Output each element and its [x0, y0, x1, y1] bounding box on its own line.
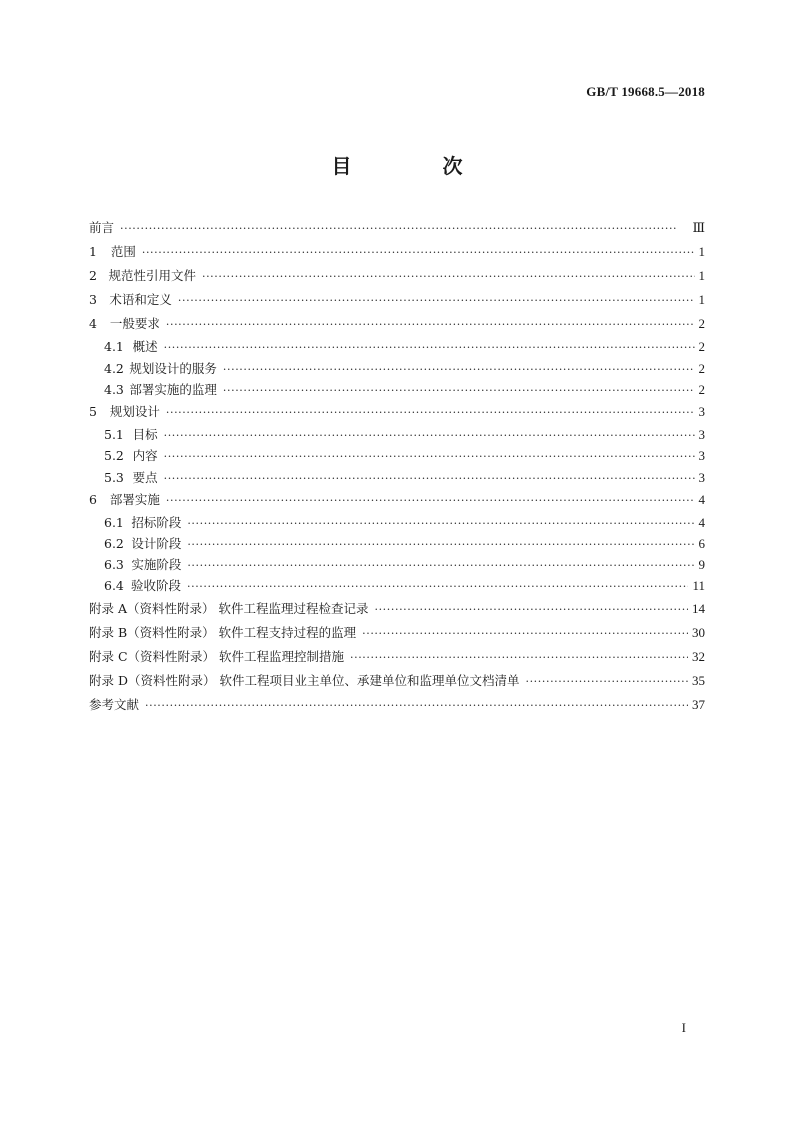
toc-entry-label: 规划设计	[109, 404, 160, 420]
toc-entry-page: 37	[692, 696, 705, 712]
toc-entry-label: 规范性引用文件	[108, 268, 196, 284]
toc-entry-page: Ⅲ	[692, 220, 705, 235]
toc-entry-number: 4.3	[104, 381, 124, 397]
toc-entry-number: 4.2	[104, 360, 124, 376]
toc-leader-dots	[223, 359, 695, 380]
toc-entry-label: 概述	[132, 339, 158, 355]
toc-entry-number: 3	[89, 292, 97, 308]
toc-leader-dots	[164, 468, 695, 489]
toc-entry-number: 5.3	[104, 469, 124, 485]
toc-entry[interactable]	[89, 645, 705, 669]
toc-entry-page: 30	[692, 624, 705, 640]
toc-entry-label: 附录 B（资料性附录） 软件工程支持过程的监理	[89, 624, 357, 640]
toc-entry-label: 术语和定义	[109, 292, 172, 308]
toc-entry-page: 4	[698, 514, 705, 530]
toc-entry-page: 2	[698, 316, 705, 332]
toc-entry-label: 目标	[132, 427, 158, 443]
toc-entry[interactable]	[89, 488, 705, 512]
toc-leader-dots	[166, 313, 695, 337]
toc-entry[interactable]	[89, 597, 705, 621]
toc-entry-label: 参考文献	[89, 696, 140, 712]
toc-entry[interactable]	[89, 512, 705, 533]
toc-entry-label: 实施阶段	[131, 557, 182, 573]
toc-entry-label: 要点	[132, 469, 158, 485]
toc-entry[interactable]	[89, 693, 705, 717]
toc-entry[interactable]	[89, 264, 705, 288]
toc-entry-page: 1	[698, 244, 705, 260]
toc-entry-label: 部署实施的监理	[129, 381, 217, 397]
toc-entry-label: 附录 A（资料性附录） 软件工程监理过程检查记录	[89, 600, 369, 616]
toc-entry-number: 4	[89, 316, 97, 332]
toc-entry[interactable]	[89, 312, 705, 336]
toc-entry[interactable]	[89, 554, 705, 575]
toc-entry-label: 一般要求	[109, 316, 160, 332]
toc-leader-dots	[166, 401, 695, 425]
toc-leader-dots	[374, 598, 688, 622]
toc-entry[interactable]	[89, 467, 705, 488]
toc-entry-page: 3	[698, 404, 705, 420]
toc-entry-label: 验收阶段	[131, 578, 182, 594]
toc-entry-label: 附录 C（资料性附录） 软件工程监理控制措施	[89, 648, 345, 664]
toc-entry-number: 6.2	[104, 535, 124, 551]
toc-entry[interactable]	[89, 575, 705, 596]
toc-entry-number: 6	[89, 491, 97, 507]
toc-entry-number: 1	[89, 244, 97, 260]
toc-entry-page: 32	[692, 648, 705, 664]
toc-entry[interactable]	[89, 533, 705, 554]
toc-entry-label: 附录 D（资料性附录） 软件工程项目业主单位、承建单位和监理单位文档清单	[89, 672, 520, 688]
toc-leader-dots	[187, 555, 694, 576]
table-of-contents	[89, 216, 705, 717]
toc-entry-number: 6.3	[104, 557, 124, 573]
toc-leader-dots	[187, 576, 688, 597]
toc-entry[interactable]	[89, 379, 705, 400]
toc-leader-dots	[164, 446, 695, 467]
toc-entry-page: 6	[698, 535, 705, 551]
toc-entry-label: 内容	[132, 448, 158, 464]
toc-entry[interactable]	[89, 240, 705, 264]
page-number: I	[681, 1020, 686, 1035]
toc-leader-dots	[525, 670, 688, 694]
toc-entry-page: 9	[698, 557, 705, 573]
toc-entry-label: 部署实施	[109, 491, 160, 507]
toc-entry[interactable]	[89, 400, 705, 424]
toc-entry[interactable]	[89, 216, 705, 240]
toc-entry-page: 4	[698, 491, 705, 507]
toc-entry[interactable]	[89, 336, 705, 357]
toc-entry-page: 2	[698, 360, 705, 376]
toc-entry-page: 3	[698, 427, 705, 443]
toc-leader-dots	[164, 337, 695, 358]
toc-entry[interactable]	[89, 288, 705, 312]
toc-leader-dots	[145, 694, 688, 718]
toc-leader-dots	[142, 241, 695, 265]
toc-entry-label: 范围	[110, 244, 136, 260]
toc-entry[interactable]	[89, 621, 705, 645]
toc-entry-label: 设计阶段	[131, 535, 182, 551]
toc-entry-number: 5.2	[104, 448, 124, 464]
toc-entry-label: 前言	[89, 220, 115, 235]
toc-entry-number: 4.1	[104, 339, 124, 355]
toc-leader-dots	[350, 646, 688, 670]
toc-entry-number: 2	[89, 268, 97, 284]
toc-entry-page: 1	[698, 292, 705, 308]
standard-number: GB/T 19668.5—2018	[586, 84, 705, 99]
toc-entry-number: 6.1	[104, 514, 124, 530]
toc-leader-dots	[166, 489, 695, 513]
toc-leader-dots	[187, 534, 694, 555]
toc-entry[interactable]	[89, 669, 705, 693]
toc-leader-dots	[202, 265, 695, 289]
toc-entry-number: 6.4	[104, 578, 124, 594]
toc-entry-page: 2	[698, 381, 705, 397]
toc-entry[interactable]	[89, 424, 705, 445]
toc-entry-label: 规划设计的服务	[129, 360, 217, 376]
toc-entry-page: 11	[692, 578, 705, 594]
toc-entry-page: 1	[698, 268, 705, 284]
toc-entry-page: 3	[698, 469, 705, 485]
toc-leader-dots	[164, 425, 695, 446]
toc-leader-dots	[362, 622, 688, 646]
toc-leader-dots	[223, 380, 695, 401]
toc-entry[interactable]	[89, 445, 705, 466]
toc-leader-dots	[187, 513, 694, 534]
toc-entry-number: 5	[89, 404, 97, 420]
toc-entry-page: 3	[698, 448, 705, 464]
toc-entry-page: 2	[698, 339, 705, 355]
toc-leader-dots	[120, 217, 688, 241]
toc-entry-number: 5.1	[104, 427, 124, 443]
toc-entry-page: 14	[692, 600, 705, 616]
toc-entry[interactable]	[89, 358, 705, 379]
toc-entry-page: 35	[692, 672, 705, 688]
page-title: 目 次	[331, 154, 505, 178]
toc-leader-dots	[178, 289, 695, 313]
toc-entry-label: 招标阶段	[131, 514, 182, 530]
